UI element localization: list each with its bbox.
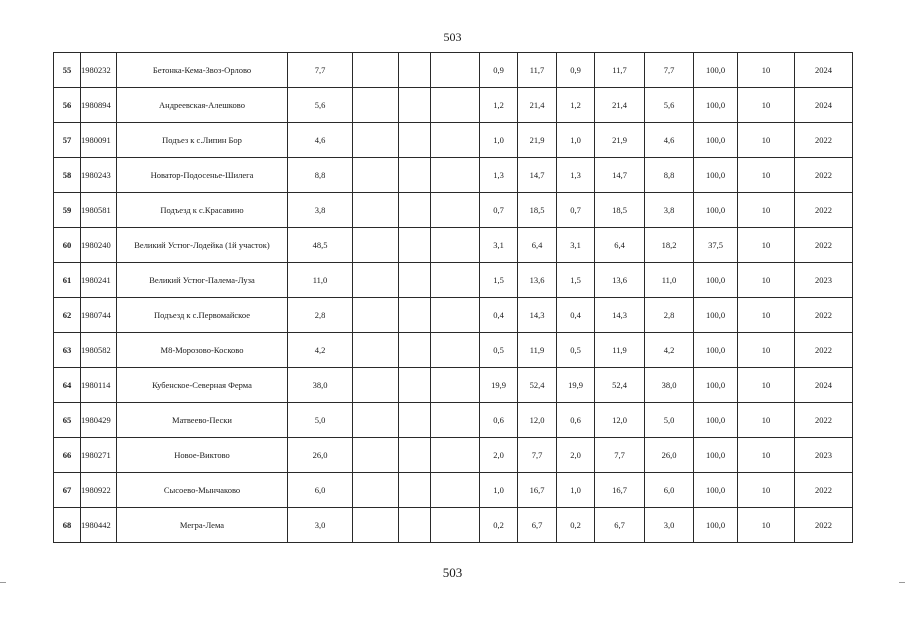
row-number-cell: 60 xyxy=(54,228,81,263)
value-a-cell: 1,0 xyxy=(480,123,518,158)
value-f-cell: 100,0 xyxy=(694,403,738,438)
empty-cell-cell xyxy=(431,333,480,368)
value-c-cell: 1,3 xyxy=(557,158,595,193)
table-row xyxy=(54,123,853,158)
edge-mark-right xyxy=(899,582,905,583)
road-code-cell: 1980240 xyxy=(81,228,117,263)
year-cell: 2023 xyxy=(795,263,853,298)
road-name-cell: Матвеево-Пески xyxy=(117,403,288,438)
road-name-cell: Подъез к с.Липин Бор xyxy=(117,123,288,158)
row-number-cell: 61 xyxy=(54,263,81,298)
value-b-cell: 6,7 xyxy=(518,508,557,543)
road-code-cell: 1980442 xyxy=(81,508,117,543)
value-g-cell: 10 xyxy=(738,403,795,438)
value-g-cell: 10 xyxy=(738,438,795,473)
row-number-cell: 56 xyxy=(54,88,81,123)
value-e-cell: 7,7 xyxy=(645,53,694,88)
value-a-cell: 1,0 xyxy=(480,473,518,508)
year-cell: 2022 xyxy=(795,158,853,193)
empty-cell-cell xyxy=(431,508,480,543)
year-cell: 2022 xyxy=(795,333,853,368)
road-length-cell: 38,0 xyxy=(288,368,353,403)
table-row xyxy=(54,438,853,473)
value-a-cell: 0,5 xyxy=(480,333,518,368)
row-number-cell: 55 xyxy=(54,53,81,88)
value-f-cell: 100,0 xyxy=(694,123,738,158)
page-number-top: 503 xyxy=(443,30,462,44)
road-name-cell: Андреевская-Алешково xyxy=(117,88,288,123)
value-b-cell: 11,7 xyxy=(518,53,557,88)
empty-cell-cell xyxy=(431,158,480,193)
value-f-cell: 100,0 xyxy=(694,438,738,473)
value-g-cell: 10 xyxy=(738,298,795,333)
value-d-cell: 21,4 xyxy=(595,88,645,123)
value-d-cell: 13,6 xyxy=(595,263,645,298)
empty-cell-cell xyxy=(399,368,431,403)
value-f-cell: 100,0 xyxy=(694,88,738,123)
road-length-cell: 2,8 xyxy=(288,298,353,333)
road-code-cell: 1980894 xyxy=(81,88,117,123)
road-name-cell: Кубенское-Северная Ферма xyxy=(117,368,288,403)
value-c-cell: 0,7 xyxy=(557,193,595,228)
table-row xyxy=(54,368,853,403)
empty-cell-cell xyxy=(431,403,480,438)
empty-cell-cell xyxy=(431,263,480,298)
value-d-cell: 14,7 xyxy=(595,158,645,193)
empty-cell-cell xyxy=(353,193,399,228)
road-name-cell: Сысоево-Мынчаково xyxy=(117,473,288,508)
empty-cell-cell xyxy=(431,228,480,263)
empty-cell-cell xyxy=(353,473,399,508)
value-e-cell: 18,2 xyxy=(645,228,694,263)
value-c-cell: 1,5 xyxy=(557,263,595,298)
empty-cell-cell xyxy=(399,123,431,158)
value-a-cell: 0,7 xyxy=(480,193,518,228)
table-row xyxy=(54,53,853,88)
empty-cell-cell xyxy=(399,403,431,438)
value-f-cell: 100,0 xyxy=(694,263,738,298)
row-number-cell: 65 xyxy=(54,403,81,438)
table-row xyxy=(54,193,853,228)
road-name-cell: Новатор-Подосенье-Шилега xyxy=(117,158,288,193)
value-e-cell: 11,0 xyxy=(645,263,694,298)
road-name-cell: Мегра-Лема xyxy=(117,508,288,543)
empty-cell-cell xyxy=(431,438,480,473)
table-row xyxy=(54,333,853,368)
value-d-cell: 6,4 xyxy=(595,228,645,263)
year-cell: 2022 xyxy=(795,473,853,508)
row-number-cell: 66 xyxy=(54,438,81,473)
value-a-cell: 1,3 xyxy=(480,158,518,193)
empty-cell-cell xyxy=(353,508,399,543)
table-body xyxy=(54,53,853,543)
empty-cell-cell xyxy=(431,473,480,508)
value-d-cell: 11,9 xyxy=(595,333,645,368)
value-d-cell: 11,7 xyxy=(595,53,645,88)
empty-cell-cell xyxy=(431,88,480,123)
value-f-cell: 100,0 xyxy=(694,193,738,228)
value-f-cell: 100,0 xyxy=(694,158,738,193)
value-b-cell: 6,4 xyxy=(518,228,557,263)
empty-cell-cell xyxy=(399,473,431,508)
row-number-cell: 67 xyxy=(54,473,81,508)
road-name-cell: Бетонка-Кема-Звоз-Орлово xyxy=(117,53,288,88)
value-g-cell: 10 xyxy=(738,263,795,298)
road-name-cell: Новое-Виктово xyxy=(117,438,288,473)
value-d-cell: 18,5 xyxy=(595,193,645,228)
table-row xyxy=(54,88,853,123)
value-e-cell: 8,8 xyxy=(645,158,694,193)
value-c-cell: 1,2 xyxy=(557,88,595,123)
road-name-cell: Подъезд к с.Красавино xyxy=(117,193,288,228)
year-cell: 2022 xyxy=(795,123,853,158)
value-e-cell: 4,6 xyxy=(645,123,694,158)
value-d-cell: 14,3 xyxy=(595,298,645,333)
empty-cell-cell xyxy=(431,368,480,403)
value-g-cell: 10 xyxy=(738,123,795,158)
value-e-cell: 6,0 xyxy=(645,473,694,508)
value-g-cell: 10 xyxy=(738,333,795,368)
year-cell: 2023 xyxy=(795,438,853,473)
value-a-cell: 19,9 xyxy=(480,368,518,403)
value-e-cell: 3,8 xyxy=(645,193,694,228)
road-name-cell: Великий Устюг-Палема-Луза xyxy=(117,263,288,298)
empty-cell-cell xyxy=(353,123,399,158)
road-length-cell: 3,0 xyxy=(288,508,353,543)
value-c-cell: 3,1 xyxy=(557,228,595,263)
value-f-cell: 37,5 xyxy=(694,228,738,263)
value-c-cell: 1,0 xyxy=(557,123,595,158)
value-c-cell: 0,5 xyxy=(557,333,595,368)
value-c-cell: 0,4 xyxy=(557,298,595,333)
value-d-cell: 7,7 xyxy=(595,438,645,473)
road-code-cell: 1980243 xyxy=(81,158,117,193)
year-cell: 2022 xyxy=(795,228,853,263)
road-code-cell: 1980114 xyxy=(81,368,117,403)
empty-cell-cell xyxy=(431,53,480,88)
road-name-cell: Великий Устюг-Лодейка (1й участок) xyxy=(117,228,288,263)
edge-mark-left xyxy=(0,582,6,583)
table-row xyxy=(54,473,853,508)
empty-cell-cell xyxy=(431,298,480,333)
empty-cell-cell xyxy=(399,53,431,88)
value-a-cell: 2,0 xyxy=(480,438,518,473)
value-b-cell: 21,4 xyxy=(518,88,557,123)
road-length-cell: 7,7 xyxy=(288,53,353,88)
table-row xyxy=(54,298,853,333)
value-d-cell: 12,0 xyxy=(595,403,645,438)
value-f-cell: 100,0 xyxy=(694,508,738,543)
value-g-cell: 10 xyxy=(738,88,795,123)
empty-cell-cell xyxy=(399,158,431,193)
value-e-cell: 4,2 xyxy=(645,333,694,368)
value-f-cell: 100,0 xyxy=(694,368,738,403)
value-a-cell: 0,6 xyxy=(480,403,518,438)
value-b-cell: 21,9 xyxy=(518,123,557,158)
empty-cell-cell xyxy=(353,263,399,298)
road-code-cell: 1980429 xyxy=(81,403,117,438)
empty-cell-cell xyxy=(353,298,399,333)
value-a-cell: 1,5 xyxy=(480,263,518,298)
empty-cell-cell xyxy=(353,438,399,473)
road-code-cell: 1980581 xyxy=(81,193,117,228)
value-d-cell: 21,9 xyxy=(595,123,645,158)
empty-cell-cell xyxy=(399,88,431,123)
row-number-cell: 62 xyxy=(54,298,81,333)
value-a-cell: 0,9 xyxy=(480,53,518,88)
row-number-cell: 59 xyxy=(54,193,81,228)
road-code-cell: 1980744 xyxy=(81,298,117,333)
roads-table xyxy=(53,52,853,543)
value-a-cell: 0,2 xyxy=(480,508,518,543)
road-code-cell: 1980582 xyxy=(81,333,117,368)
road-length-cell: 4,6 xyxy=(288,123,353,158)
empty-cell-cell xyxy=(399,333,431,368)
year-cell: 2022 xyxy=(795,193,853,228)
value-f-cell: 100,0 xyxy=(694,53,738,88)
value-b-cell: 14,7 xyxy=(518,158,557,193)
value-b-cell: 7,7 xyxy=(518,438,557,473)
value-f-cell: 100,0 xyxy=(694,333,738,368)
road-name-cell: Подъезд к с.Первомайское xyxy=(117,298,288,333)
table-row xyxy=(54,158,853,193)
empty-cell-cell xyxy=(399,193,431,228)
page-number-bottom: 503 xyxy=(442,565,463,580)
year-cell: 2022 xyxy=(795,508,853,543)
value-f-cell: 100,0 xyxy=(694,473,738,508)
year-cell: 2024 xyxy=(795,368,853,403)
table-row xyxy=(54,263,853,298)
value-d-cell: 16,7 xyxy=(595,473,645,508)
year-cell: 2024 xyxy=(795,53,853,88)
road-length-cell: 11,0 xyxy=(288,263,353,298)
empty-cell-cell xyxy=(431,123,480,158)
year-cell: 2022 xyxy=(795,298,853,333)
value-g-cell: 10 xyxy=(738,473,795,508)
empty-cell-cell xyxy=(353,333,399,368)
empty-cell-cell xyxy=(431,193,480,228)
value-b-cell: 18,5 xyxy=(518,193,557,228)
empty-cell-cell xyxy=(399,228,431,263)
road-code-cell: 1980091 xyxy=(81,123,117,158)
value-b-cell: 52,4 xyxy=(518,368,557,403)
road-code-cell: 1980232 xyxy=(81,53,117,88)
row-number-cell: 68 xyxy=(54,508,81,543)
road-name-cell: М8-Морозово-Косково xyxy=(117,333,288,368)
value-c-cell: 0,6 xyxy=(557,403,595,438)
road-length-cell: 5,6 xyxy=(288,88,353,123)
value-b-cell: 14,3 xyxy=(518,298,557,333)
value-e-cell: 26,0 xyxy=(645,438,694,473)
year-cell: 2024 xyxy=(795,88,853,123)
empty-cell-cell xyxy=(353,368,399,403)
value-e-cell: 3,0 xyxy=(645,508,694,543)
empty-cell-cell xyxy=(353,403,399,438)
value-c-cell: 19,9 xyxy=(557,368,595,403)
road-length-cell: 6,0 xyxy=(288,473,353,508)
value-g-cell: 10 xyxy=(738,158,795,193)
table-row xyxy=(54,508,853,543)
value-a-cell: 3,1 xyxy=(480,228,518,263)
empty-cell-cell xyxy=(353,158,399,193)
row-number-cell: 57 xyxy=(54,123,81,158)
value-g-cell: 10 xyxy=(738,193,795,228)
road-length-cell: 48,5 xyxy=(288,228,353,263)
value-d-cell: 6,7 xyxy=(595,508,645,543)
value-a-cell: 0,4 xyxy=(480,298,518,333)
empty-cell-cell xyxy=(353,228,399,263)
road-length-cell: 5,0 xyxy=(288,403,353,438)
table-row xyxy=(54,228,853,263)
empty-cell-cell xyxy=(399,263,431,298)
value-c-cell: 2,0 xyxy=(557,438,595,473)
row-number-cell: 58 xyxy=(54,158,81,193)
road-code-cell: 1980922 xyxy=(81,473,117,508)
empty-cell-cell xyxy=(399,298,431,333)
value-e-cell: 38,0 xyxy=(645,368,694,403)
value-b-cell: 12,0 xyxy=(518,403,557,438)
value-c-cell: 0,2 xyxy=(557,508,595,543)
empty-cell-cell xyxy=(353,53,399,88)
empty-cell-cell xyxy=(399,438,431,473)
road-length-cell: 4,2 xyxy=(288,333,353,368)
value-e-cell: 5,6 xyxy=(645,88,694,123)
value-d-cell: 52,4 xyxy=(595,368,645,403)
road-code-cell: 1980241 xyxy=(81,263,117,298)
road-length-cell: 3,8 xyxy=(288,193,353,228)
value-g-cell: 10 xyxy=(738,228,795,263)
year-cell: 2022 xyxy=(795,403,853,438)
value-b-cell: 16,7 xyxy=(518,473,557,508)
value-a-cell: 1,2 xyxy=(480,88,518,123)
value-g-cell: 10 xyxy=(738,368,795,403)
value-g-cell: 10 xyxy=(738,508,795,543)
value-c-cell: 1,0 xyxy=(557,473,595,508)
table-row xyxy=(54,403,853,438)
value-e-cell: 2,8 xyxy=(645,298,694,333)
value-g-cell: 10 xyxy=(738,53,795,88)
value-f-cell: 100,0 xyxy=(694,298,738,333)
road-code-cell: 1980271 xyxy=(81,438,117,473)
empty-cell-cell xyxy=(399,508,431,543)
row-number-cell: 64 xyxy=(54,368,81,403)
value-b-cell: 11,9 xyxy=(518,333,557,368)
value-b-cell: 13,6 xyxy=(518,263,557,298)
value-e-cell: 5,0 xyxy=(645,403,694,438)
value-c-cell: 0,9 xyxy=(557,53,595,88)
empty-cell-cell xyxy=(353,88,399,123)
row-number-cell: 63 xyxy=(54,333,81,368)
road-length-cell: 26,0 xyxy=(288,438,353,473)
road-length-cell: 8,8 xyxy=(288,158,353,193)
